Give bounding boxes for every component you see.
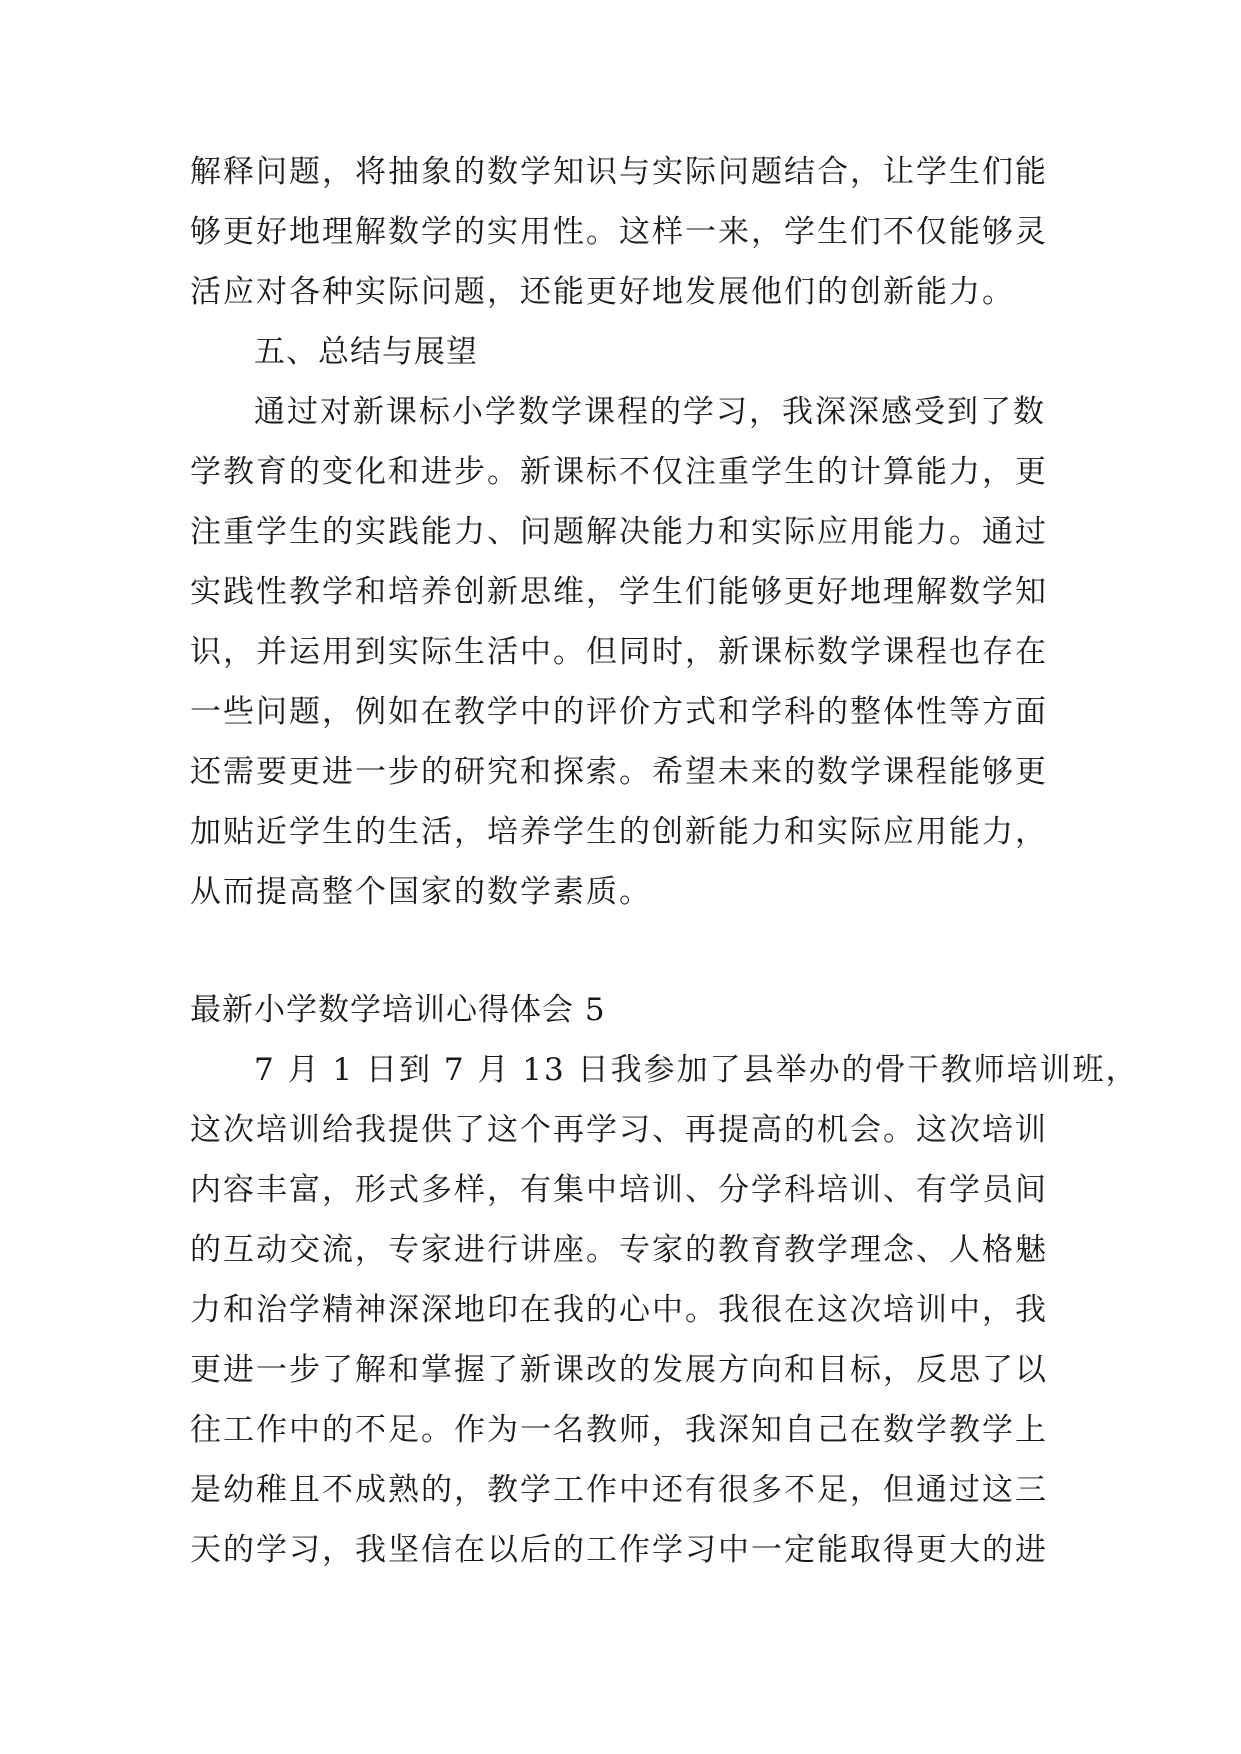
article-title: 最新小学数学培训心得体会 5 [190, 992, 606, 1028]
paragraph-line: 的互动交流，专家进行讲座。专家的教育教学理念、人格魅 [190, 1232, 1048, 1268]
paragraph-line: 7 月 1 日到 7 月 13 日我参加了县举办的骨干教师培训班， [254, 1052, 1139, 1088]
paragraph-line: 一些问题，例如在教学中的评价方式和学科的整体性等方面 [190, 694, 1048, 730]
paragraph-line: 这次培训给我提供了这个再学习、再提高的机会。这次培训 [190, 1112, 1048, 1148]
paragraph-line: 天的学习，我坚信在以后的工作学习中一定能取得更大的进 [190, 1532, 1048, 1568]
paragraph-line: 通过对新课标小学数学课程的学习，我深深感受到了数 [254, 394, 1046, 430]
paragraph-line: 加贴近学生的生活，培养学生的创新能力和实际应用能力， [190, 814, 1048, 850]
paragraph-line: 往工作中的不足。作为一名教师，我深知自己在数学教学上 [190, 1412, 1048, 1448]
paragraph-line: 内容丰富，形式多样，有集中培训、分学科培训、有学员间 [190, 1172, 1048, 1208]
paragraph-line: 是幼稚且不成熟的，教学工作中还有很多不足，但通过这三 [190, 1472, 1048, 1508]
paragraph-line: 解释问题，将抽象的数学知识与实际问题结合，让学生们能 [190, 154, 1048, 190]
paragraph-line: 更进一步了解和掌握了新课改的发展方向和目标，反思了以 [190, 1352, 1048, 1388]
paragraph-line: 够更好地理解数学的实用性。这样一来，学生们不仅能够灵 [190, 214, 1048, 250]
paragraph-line: 实践性教学和培养创新思维，学生们能够更好地理解数学知 [190, 574, 1048, 610]
paragraph-line: 注重学生的实践能力、问题解决能力和实际应用能力。通过 [190, 514, 1048, 550]
section-heading: 五、总结与展望 [254, 334, 478, 370]
paragraph-line: 识，并运用到实际生活中。但同时，新课标数学课程也存在 [190, 634, 1048, 670]
paragraph-line: 还需要更进一步的研究和探索。希望未来的数学课程能够更 [190, 754, 1048, 790]
paragraph-line: 学教育的变化和进步。新课标不仅注重学生的计算能力，更 [190, 454, 1048, 490]
paragraph-line: 力和治学精神深深地印在我的心中。我很在这次培训中，我 [190, 1292, 1048, 1328]
paragraph-line: 从而提高整个国家的数学素质。 [190, 874, 652, 910]
paragraph-line: 活应对各种实际问题，还能更好地发展他们的创新能力。 [190, 274, 1015, 310]
